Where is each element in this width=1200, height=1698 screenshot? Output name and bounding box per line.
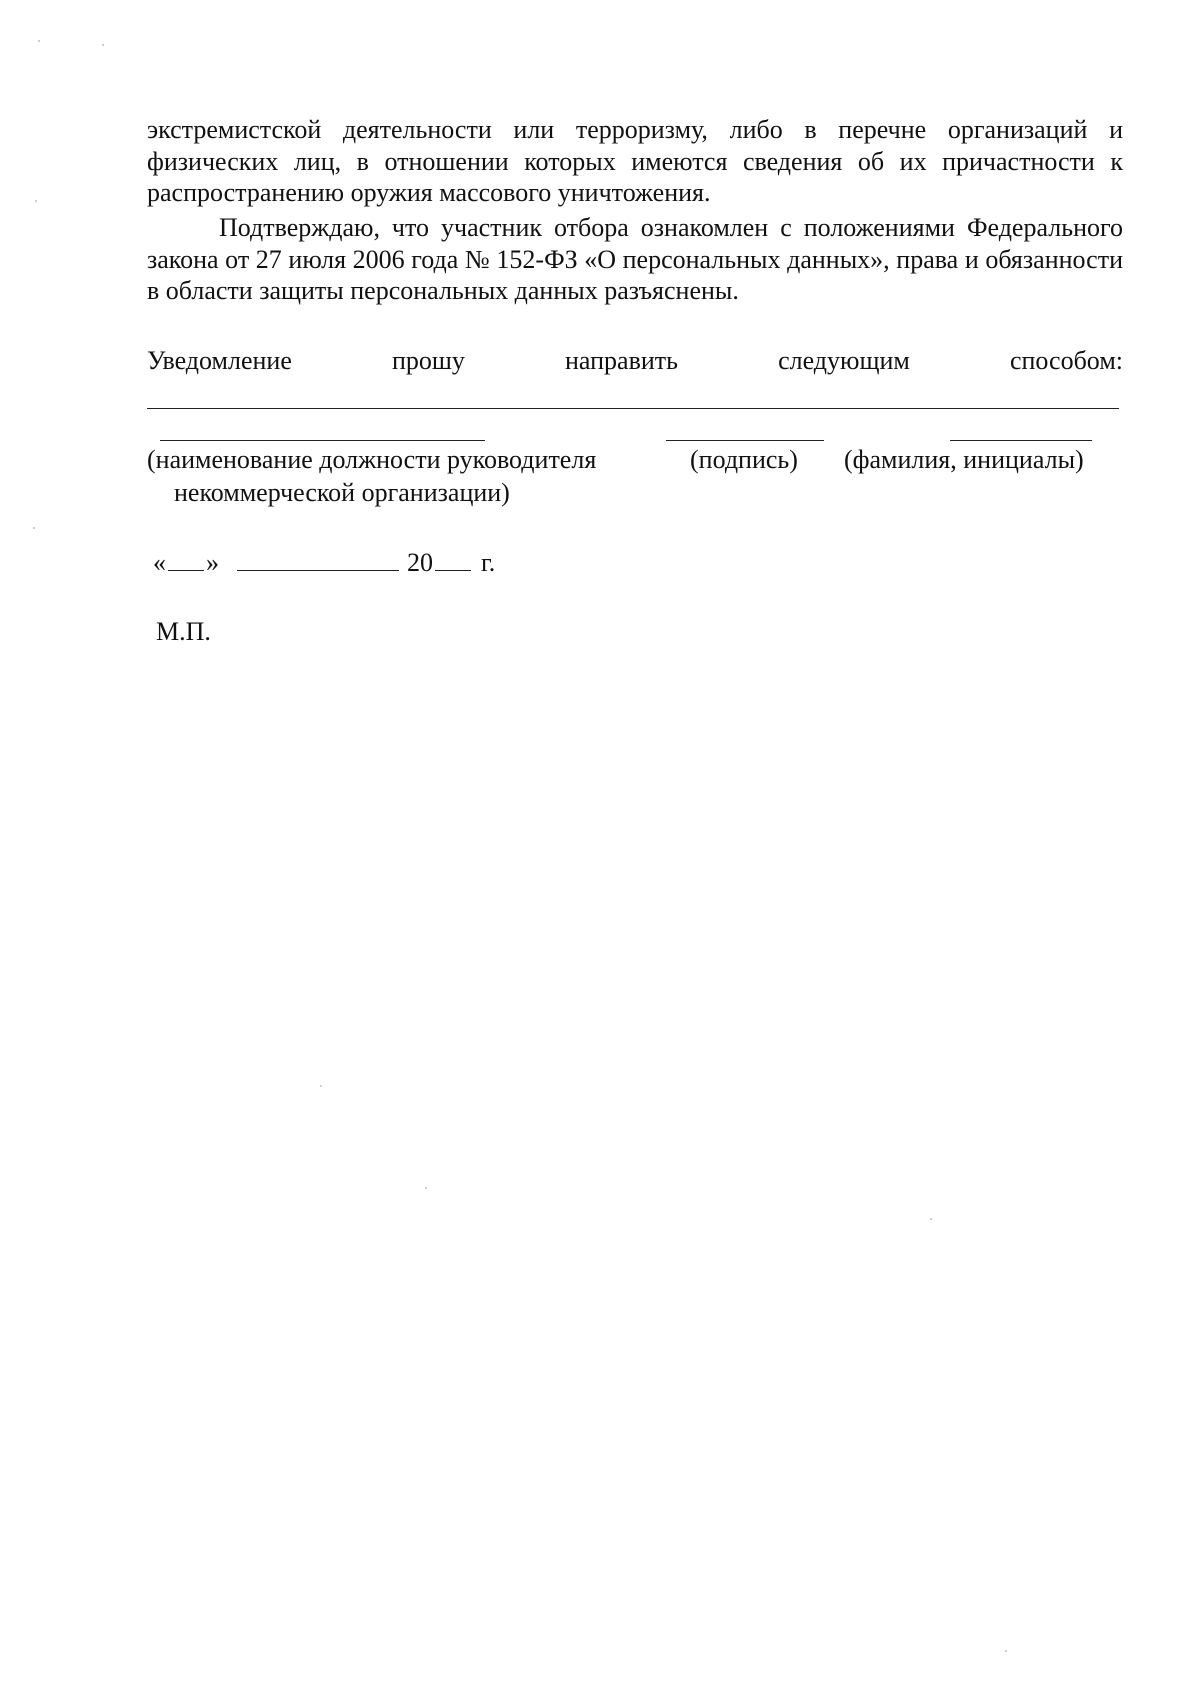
- scan-speck: [320, 1085, 322, 1087]
- paragraph-extremism-list: экстремистской деятельности или терроризму, либо в перечне организаций и физических лиц, в отношении которых имеются сведения об их причастности к распространению оружия массового уничтожения.: [147, 115, 1123, 207]
- position-caption: (наименование должности руководителя: [147, 445, 597, 474]
- scan-speck: [33, 527, 35, 529]
- signature-blank-line[interactable]: [666, 440, 824, 441]
- year-century: 20: [407, 548, 433, 577]
- position-blank-line[interactable]: [160, 440, 485, 441]
- scan-speck: [38, 40, 40, 42]
- scan-speck: [35, 200, 37, 202]
- date-close-quote: »: [206, 548, 219, 577]
- scan-speck: [930, 1218, 932, 1220]
- stamp-placeholder: М.П.: [156, 617, 211, 646]
- notice-word: направить: [565, 346, 678, 375]
- scan-speck: [102, 44, 104, 46]
- year-blank[interactable]: [435, 544, 471, 571]
- scan-speck: [1005, 1650, 1007, 1652]
- month-blank[interactable]: [237, 544, 399, 571]
- date-line: [153, 544, 495, 579]
- position-caption-continued: некоммерческой организации): [174, 478, 510, 507]
- day-blank[interactable]: [168, 544, 204, 571]
- date-open-quote: «: [153, 548, 166, 577]
- name-caption: (фамилия, инициалы): [844, 445, 1084, 474]
- name-blank-line[interactable]: [950, 440, 1092, 441]
- notice-method-blank-line[interactable]: [147, 408, 1119, 409]
- scan-speck: [425, 1187, 427, 1189]
- notice-method-line: [147, 345, 1123, 377]
- year-suffix: г.: [481, 548, 496, 577]
- notice-word: Уведомление: [147, 346, 292, 375]
- notice-word: прошу: [391, 346, 465, 375]
- signature-caption: (подпись): [690, 445, 798, 474]
- notice-word: способом:: [1009, 346, 1123, 375]
- notice-word: следующим: [778, 346, 910, 375]
- paragraph-personal-data-consent: Подтверждаю, что участник отбора ознакомлен с положениями Федерального закона от 27 июля 2006 года № 152-ФЗ «О персональных данных», права и обязанности в области защиты персональных данных разъяснены.: [147, 213, 1123, 305]
